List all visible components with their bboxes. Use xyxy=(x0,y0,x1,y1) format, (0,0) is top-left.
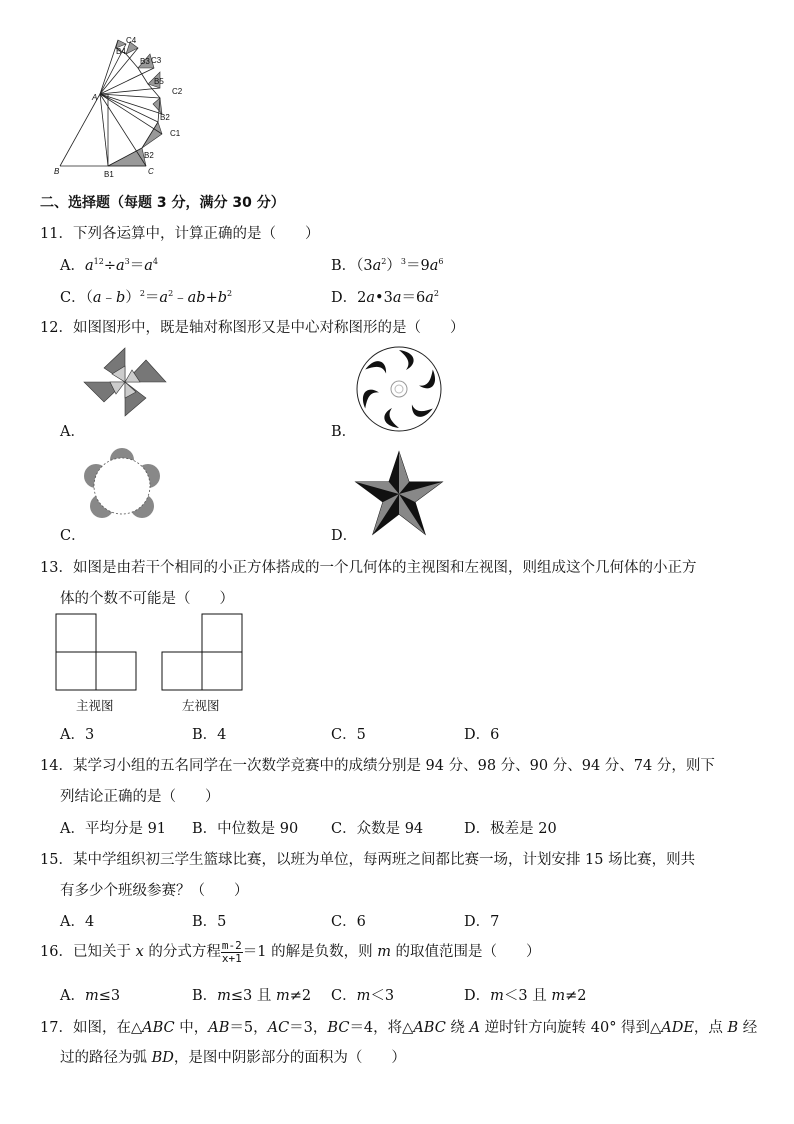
q17-s1: 17．如图，在△ xyxy=(40,1020,143,1036)
q11-a-var2: a xyxy=(115,258,125,274)
q17-s3: ＝5， xyxy=(229,1020,268,1036)
q12-shape-d-star xyxy=(354,450,444,536)
q16-a-label: A． xyxy=(60,988,85,1004)
q11-a-label: A． xyxy=(60,258,85,274)
q14-line2: 列结论正确的是（ ） xyxy=(60,789,220,805)
q16-a-text: ≤3 xyxy=(98,988,121,1004)
q11-d-v3: a xyxy=(425,290,434,306)
q12-option-c[interactable]: C． xyxy=(60,528,86,544)
q12-option-d[interactable]: D． xyxy=(331,528,358,544)
q16-option-a[interactable] xyxy=(60,984,120,1005)
q16-option-c[interactable] xyxy=(331,984,394,1005)
q11-c-e2: 2 xyxy=(168,289,174,298)
q11-d-p3: ＝6 xyxy=(401,290,426,306)
q16-mid: 的分式方程 xyxy=(143,944,221,960)
q11-a-exp2: 3 xyxy=(124,257,130,266)
q16-post2: 的取值范围是（ ） xyxy=(390,944,541,960)
q16-stem xyxy=(40,938,541,966)
q11-c-e1: 2 xyxy=(139,289,145,298)
q11-b-var: a xyxy=(372,258,382,274)
q11-a-eq: ＝ xyxy=(129,258,145,274)
q11-c-v4: ab xyxy=(187,290,206,306)
q17-v2: AB xyxy=(208,1020,230,1036)
label-b: B xyxy=(54,167,60,176)
q16-c-text: ＜3 xyxy=(370,988,395,1004)
q17-v4: BC xyxy=(327,1020,350,1036)
label-c: C xyxy=(148,167,154,176)
q17-l2v: BD xyxy=(151,1050,174,1066)
q17-s2: 中， xyxy=(174,1020,209,1036)
q12-shape-b-swirl xyxy=(354,344,444,434)
q11-d-v2: a xyxy=(392,290,402,306)
section-title: 二、选择题（每题 3 分，满分 30 分） xyxy=(40,195,285,211)
q17-s9: 经 xyxy=(738,1020,758,1036)
q13-front-view xyxy=(54,612,138,692)
q17-s4: ＝3， xyxy=(289,1020,328,1036)
q11-b-var2: a xyxy=(429,258,439,274)
q16-c-label: C． xyxy=(331,988,357,1004)
q16-a-var: m xyxy=(84,988,99,1004)
q13-line2: 体的个数不可能是（ ） xyxy=(60,591,234,607)
q16-fraction xyxy=(221,940,243,965)
q11-b-label: B． xyxy=(331,258,357,274)
q16-var-x: x xyxy=(135,944,144,960)
q11-c-v5: b xyxy=(217,290,228,306)
q16-b-var2: m xyxy=(276,988,290,1004)
q14-line1: 14．某学习小组的五名同学在一次数学竞赛中的成绩分别是 94 分、98 分、90 分、94 分、74 分，则下 xyxy=(40,758,715,774)
label-b1: B1 xyxy=(104,170,114,179)
label-b2-mid: B2 xyxy=(160,113,170,122)
q11-a-exp3: 4 xyxy=(152,257,158,266)
q11-c-label: C． xyxy=(60,290,86,306)
q11-c-v3: a xyxy=(159,290,169,306)
q16-pre: 16．已知关于 xyxy=(40,944,136,960)
q13-option-a[interactable]: A．3 xyxy=(60,727,95,743)
q17-line1 xyxy=(40,1016,757,1037)
q16-b-label: B． xyxy=(192,988,218,1004)
q14-option-a[interactable]: A．平均分是 91 xyxy=(60,821,167,837)
q11-d-v1: a xyxy=(366,290,376,306)
rotation-fan-figure xyxy=(50,34,200,180)
q11-c-e3: 2 xyxy=(227,289,233,298)
q11-c-p6: + xyxy=(205,290,218,306)
q17-s5: ＝4，将△ xyxy=(349,1020,414,1036)
q16-d-label: D． xyxy=(464,988,491,1004)
q16-c-var: m xyxy=(356,988,371,1004)
label-a: A xyxy=(92,93,98,102)
q17-v6: A xyxy=(469,1020,481,1036)
q11-d-p2: •3 xyxy=(375,290,393,306)
q14-option-b[interactable]: B．中位数是 90 xyxy=(192,821,299,837)
q17-v5: ABC xyxy=(413,1020,446,1036)
q11-option-d[interactable] xyxy=(331,286,439,307)
label-c4: C4 xyxy=(126,36,137,45)
q17-v8: B xyxy=(727,1020,739,1036)
q11-stem: 11．下列各运算中，计算正确的是（ ） xyxy=(40,226,320,242)
q12-shape-a-pinwheel xyxy=(82,346,168,418)
label-c2: C2 xyxy=(172,87,183,96)
q16-b-var: m xyxy=(217,988,231,1004)
q11-b-p1: （3 xyxy=(356,258,373,274)
q15-option-c[interactable]: C．6 xyxy=(331,914,366,930)
q15-line1: 15．某中学组织初三学生篮球比赛，以班为单位，每两班之间都比赛一场，计划安排 15 场比赛，则共 xyxy=(40,852,696,868)
q16-var-m: m xyxy=(377,944,391,960)
q17-s8: ，点 xyxy=(693,1020,728,1036)
q11-c-p1: （ xyxy=(85,290,93,306)
q13-line1: 13．如图是由若干个相同的小正方体搭成的一个几何体的主视图和左视图，则组成这个几何体的小正方 xyxy=(40,560,697,576)
q11-c-v1: a xyxy=(92,290,102,306)
label-c3: C3 xyxy=(151,56,162,65)
q16-d-text2: ≠2 xyxy=(565,988,587,1004)
q11-b-p3: ＝9 xyxy=(405,258,430,274)
q11-b-exp1: 2 xyxy=(381,257,387,266)
q16-option-d[interactable] xyxy=(464,984,586,1005)
q11-c-v2: b xyxy=(116,290,126,306)
q11-option-c[interactable] xyxy=(60,286,232,307)
q17-v1: ABC xyxy=(142,1020,175,1036)
q15-option-a[interactable]: A．4 xyxy=(60,914,95,930)
q14-option-c[interactable]: C．众数是 94 xyxy=(331,821,424,837)
q11-a-op: ÷ xyxy=(103,258,116,274)
q11-a-var: a xyxy=(84,258,94,274)
q13-option-d[interactable]: D．6 xyxy=(464,727,500,743)
q16-d-text: ＜3 且 xyxy=(503,988,552,1004)
q11-b-exp3: 6 xyxy=(438,257,444,266)
q17-v3: AC xyxy=(267,1020,290,1036)
q11-d-label: D． xyxy=(331,290,358,306)
q12-stem: 12．如图图形中，既是轴对称图形又是中心对称图形的是（ ） xyxy=(40,320,465,336)
q13-option-c[interactable]: C．5 xyxy=(331,727,366,743)
q16-d-var: m xyxy=(490,988,504,1004)
q11-c-p4: ＝ xyxy=(144,290,160,306)
label-c1: C1 xyxy=(170,129,181,138)
q17-v7: ADE xyxy=(661,1020,694,1036)
q12-shape-c-flower xyxy=(82,448,162,524)
q11-d-e1: 2 xyxy=(433,289,439,298)
q17-l2a: 过的路径为弧 xyxy=(60,1050,152,1066)
q11-c-p5: ﹣ xyxy=(173,290,188,306)
q13-option-b[interactable]: B．4 xyxy=(192,727,227,743)
q11-c-p3: ） xyxy=(125,290,140,306)
label-b3: B3 xyxy=(140,57,150,66)
q16-post1: ＝1 的解是负数，则 xyxy=(242,944,378,960)
q12-option-b[interactable]: B． xyxy=(331,424,357,440)
q11-c-p2: ﹣ xyxy=(101,290,117,306)
q13-front-label: 主视图 xyxy=(76,698,114,713)
q11-b-p2: ） xyxy=(386,258,401,274)
q15-option-b[interactable]: B．5 xyxy=(192,914,227,930)
label-b4: B4 xyxy=(116,47,126,56)
q11-option-a[interactable] xyxy=(60,254,158,275)
q16-option-b[interactable] xyxy=(192,984,311,1005)
q14-option-d[interactable]: D．极差是 20 xyxy=(464,821,557,837)
q11-a-var3: a xyxy=(144,258,153,274)
q13-left-view xyxy=(160,612,244,692)
q17-s6: 绕 xyxy=(445,1020,470,1036)
q11-b-exp2: 3 xyxy=(400,257,406,266)
q16-d-var2: m xyxy=(551,988,566,1004)
q13-left-label: 左视图 xyxy=(182,698,220,713)
q16-b-text2: ≠2 xyxy=(289,988,312,1004)
q16-numerator: m-2 xyxy=(221,938,242,952)
q17-s7: 逆时针方向旋转 40° 得到△ xyxy=(480,1020,662,1036)
q17-l2b: ，是图中阴影部分的面积为（ ） xyxy=(173,1050,406,1066)
q15-line2: 有多少个班级参赛？（ ） xyxy=(60,883,249,899)
q11-option-b[interactable] xyxy=(331,254,443,275)
q16-denominator: x+1 xyxy=(221,951,242,965)
q11-d-p1: 2 xyxy=(357,290,367,306)
label-b5: B5 xyxy=(154,77,164,86)
q15-option-d[interactable]: D．7 xyxy=(464,914,500,930)
q16-b-text: ≤3 且 xyxy=(230,988,276,1004)
q12-option-a[interactable]: A． xyxy=(60,424,85,440)
q11-a-exp1: 12 xyxy=(93,257,104,266)
label-b2: B2 xyxy=(144,151,154,160)
q17-line2 xyxy=(60,1046,406,1067)
